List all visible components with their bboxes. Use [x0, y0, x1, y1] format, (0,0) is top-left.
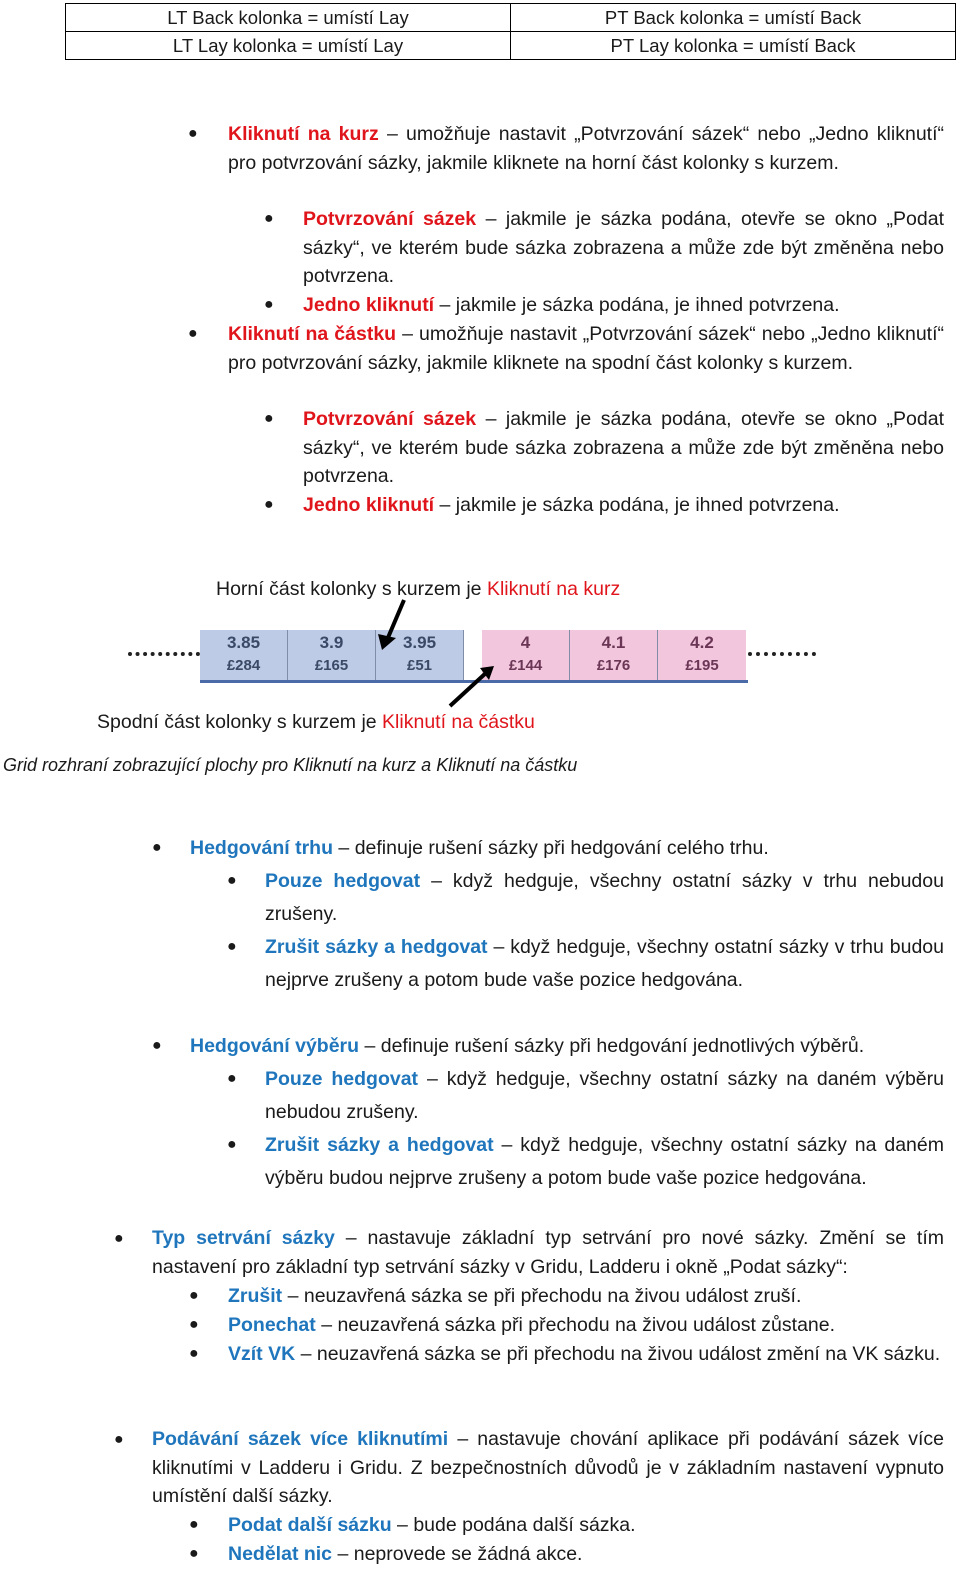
persistence-item	[152, 1224, 944, 1281]
odds-value: 3.9	[319, 633, 344, 652]
grid-dotted-line-right	[748, 652, 816, 656]
back-lay-mapping-table	[65, 3, 956, 60]
odds-value: 4	[520, 633, 531, 652]
description: – neuzavřená sázka se při přechodu na živou událost změní na VK sázku.	[295, 1343, 941, 1365]
description: – nastavuje chování aplikace při podávání sázek více kliknutími v Ladderu i Gridu. Z bezpečnostních důvodů je v základním nastavení vypnuto umístění další sázky.	[152, 1428, 944, 1507]
bullet-icon: ●	[114, 1230, 124, 1247]
description: – jakmile je sázka podána, otevře se okno „Podat sázky“, ve kterém bude sázka zobrazena a může zde být změněna nebo potvrzena.	[303, 408, 944, 487]
back-odds-cell[interactable]	[288, 630, 376, 680]
amount-value: £144	[508, 657, 543, 674]
bullet-icon: ●	[227, 1070, 237, 1087]
caption-term: Kliknutí na částku	[382, 711, 535, 733]
odds-click-item	[228, 120, 944, 177]
term-label: Vzít VK	[228, 1343, 296, 1365]
caption-text: Spodní část kolonky s kurzem je	[97, 711, 383, 733]
bullet-icon: ●	[152, 839, 162, 856]
table-row	[66, 32, 956, 60]
list-item	[303, 405, 944, 491]
bullet-icon: ●	[114, 1431, 124, 1448]
table-cell: PT Lay kolonka = umístí Back	[511, 32, 956, 60]
term-label: Kliknutí na částku	[228, 323, 397, 345]
bullet-icon: ●	[264, 410, 274, 427]
hedge-market-item	[190, 834, 944, 863]
amount-value: £51	[406, 657, 433, 674]
list-item	[265, 931, 944, 996]
multi-click-item	[152, 1425, 944, 1511]
list-item	[228, 1311, 944, 1340]
amount-value: £195	[685, 657, 719, 674]
lay-odds-cell[interactable]	[570, 630, 658, 680]
term-label: Potvrzování sázek	[303, 408, 477, 430]
back-odds-cell[interactable]	[200, 630, 288, 680]
arrow-top-head	[378, 634, 396, 650]
bullet-icon: ●	[189, 1345, 199, 1362]
term-label: Typ setrvání sázky	[152, 1227, 335, 1249]
term-label: Pouze hedgovat	[265, 870, 421, 892]
table-row	[66, 4, 956, 32]
term-label: Zrušit	[228, 1285, 283, 1307]
description: – když hedguje, všechny ostatní sázky na daném výběru nebudou zrušeny.	[265, 1068, 944, 1123]
list-item	[265, 865, 944, 930]
term-label: Pouze hedgovat	[265, 1068, 419, 1090]
list-item	[228, 1340, 944, 1369]
description: – neprovede se žádná akce.	[332, 1543, 583, 1565]
arrow-top-line	[387, 600, 404, 640]
list-item	[265, 1129, 944, 1194]
caption-text: Horní část kolonky s kurzem je	[216, 578, 487, 600]
term-label: Ponechat	[228, 1314, 316, 1336]
bullet-icon: ●	[189, 1287, 199, 1304]
description: – umožňuje nastavit „Potvrzování sázek“ nebo „Jedno kliknutí“ pro potvrzování sázky, jakmile kliknete na horní část kolonky s kurzem.	[228, 123, 944, 174]
odds-value: 4.1	[601, 633, 626, 652]
bullet-icon: ●	[264, 210, 274, 227]
bullet-icon: ●	[227, 872, 237, 889]
amount-value: £176	[596, 657, 631, 674]
amount-value: £165	[314, 657, 349, 674]
hedge-selection-item	[190, 1032, 944, 1061]
description: – bude podána další sázka.	[391, 1514, 636, 1536]
lay-odds-cell[interactable]	[658, 630, 746, 680]
bullet-icon: ●	[264, 496, 274, 513]
table-cell: LT Back kolonka = umístí Lay	[66, 4, 511, 32]
description: – když hedguje, všechny ostatní sázky na daném výběru budou nejprve zrušeny a potom bude vaše pozice hedgována.	[265, 1134, 944, 1189]
description: – jakmile je sázka podána, je ihned potvrzena.	[434, 494, 840, 516]
term-label: Podat další sázku	[228, 1514, 392, 1536]
term-label: Podávání sázek více kliknutími	[152, 1428, 449, 1450]
figure-caption: Grid rozhraní zobrazující plochy pro Kliknutí na kurz a Kliknutí na částku	[3, 755, 578, 775]
table-cell: LT Lay kolonka = umístí Lay	[66, 32, 511, 60]
bullet-icon: ●	[188, 125, 198, 142]
odds-value: 3.85	[226, 633, 261, 652]
arrows-icon	[370, 598, 510, 710]
description: – definuje rušení sázky při hedgování jednotlivých výběrů.	[359, 1035, 865, 1057]
description: – neuzavřená sázka se při přechodu na živou událost zruší.	[282, 1285, 802, 1307]
odds-value: 4.2	[690, 633, 714, 652]
caption-term: Kliknutí na kurz	[486, 578, 621, 600]
odds-value: 3.95	[402, 633, 437, 652]
description: – nastavuje základní typ setrvání pro nové sázky. Změní se tím nastavení pro základní typ setrvání sázky v Gridu, Ladderu i okně „Podat sázky“:	[152, 1227, 944, 1278]
description: – neuzavřená sázka při přechodu na živou událost zůstane.	[315, 1314, 836, 1336]
bullet-icon: ●	[227, 938, 237, 955]
list-item	[303, 205, 944, 291]
list-item	[228, 1282, 944, 1311]
list-item	[228, 1511, 944, 1540]
bullet-icon: ●	[188, 325, 198, 342]
bullet-icon: ●	[189, 1516, 199, 1533]
list-item	[303, 491, 944, 520]
arrow-bottom-line	[450, 672, 487, 706]
amount-click-item	[228, 320, 944, 377]
term-label: Zrušit sázky a hedgovat	[265, 1134, 494, 1156]
description: – umožňuje nastavit „Potvrzování sázek“ nebo „Jedno kliknutí“ pro potvrzování sázky, jakmile kliknete na spodní část kolonky s kurzem.	[228, 323, 944, 374]
term-label: Jedno kliknutí	[303, 494, 435, 516]
bullet-icon: ●	[152, 1037, 162, 1054]
amount-value: £284	[226, 657, 261, 674]
bullet-icon: ●	[264, 296, 274, 313]
term-label: Kliknutí na kurz	[228, 123, 379, 145]
term-label: Hedgování výběru	[190, 1035, 360, 1057]
grid-dotted-line-left	[128, 652, 200, 656]
description: – jakmile je sázka podána, otevře se okno „Podat sázky“, ve kterém bude sázka zobrazena a může zde být změněna nebo potvrzena.	[303, 208, 944, 287]
term-label: Potvrzování sázek	[303, 208, 477, 230]
description: – když hedguje, všechny ostatní sázky v trhu nebudou zrušeny.	[265, 870, 944, 925]
list-item	[303, 291, 944, 320]
term-label: Nedělat nic	[228, 1543, 333, 1565]
bullet-icon: ●	[227, 1136, 237, 1153]
description: – definuje rušení sázky při hedgování celého trhu.	[333, 837, 769, 859]
description: – když hedguje, všechny ostatní sázky v trhu budou nejprve zrušeny a potom bude vaše pozice hedgována.	[265, 936, 944, 991]
list-item	[228, 1540, 944, 1569]
list-item	[265, 1063, 944, 1128]
term-label: Hedgování trhu	[190, 837, 334, 859]
bullet-icon: ●	[189, 1316, 199, 1333]
description: – jakmile je sázka podána, je ihned potvrzena.	[434, 294, 840, 316]
term-label: Zrušit sázky a hedgovat	[265, 936, 488, 958]
table-cell: PT Back kolonka = umístí Back	[511, 4, 956, 32]
bottom-caption	[97, 710, 535, 734]
term-label: Jedno kliknutí	[303, 294, 435, 316]
bullet-icon: ●	[189, 1545, 199, 1562]
